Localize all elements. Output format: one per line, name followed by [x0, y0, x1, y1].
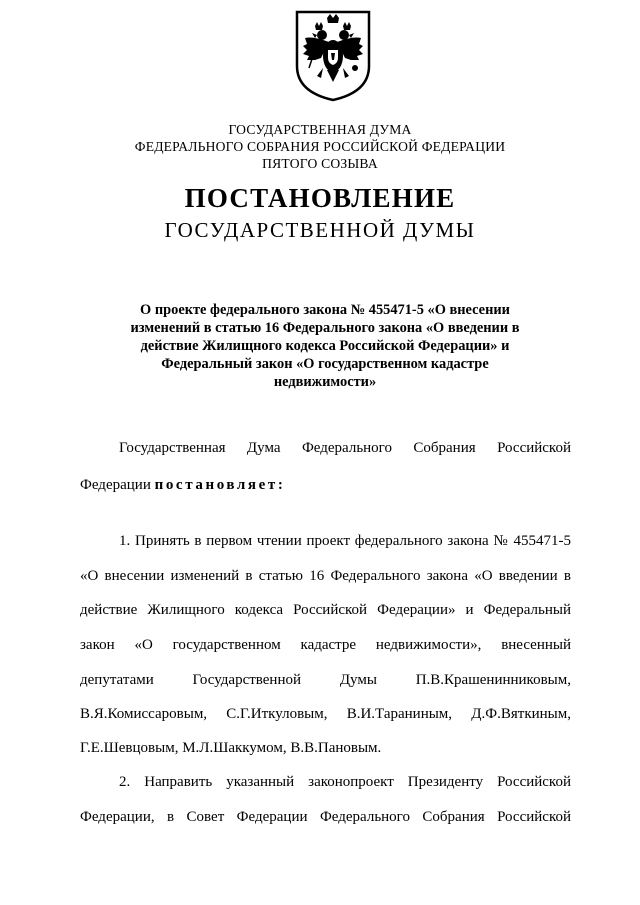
coat-of-arms-icon [293, 8, 373, 104]
paragraph-1-line: закон «О государственном кадастре недвижимости», внесенный [80, 637, 571, 653]
subject-line: О проекте федерального закона № 455471-5 «О внесении [140, 302, 510, 318]
paragraph-1-line: В.Я.Комиссаровым, С.Г.Иткуловым, В.И.Тараниным, Д.Ф.Вяткиным, [80, 706, 571, 722]
paragraph-1-line: 1. Принять в первом чтении проект федерального закона № 455471-5 [119, 533, 571, 549]
subject-line: Федеральный закон «О государственном кадастре [161, 356, 489, 372]
subject-line: недвижимости» [273, 374, 377, 390]
preamble-line: Государственная Дума Федерального Собрания Российской [119, 440, 571, 456]
document-title: ПОСТАНОВЛЕНИЕ [184, 183, 456, 213]
convocation-line: ПЯТОГО СОЗЫВА [262, 156, 378, 171]
preamble-decision [80, 477, 571, 494]
subject-line: действие Жилищного кодекса Российской Федерации» и [140, 338, 510, 354]
paragraph-1-line: Г.Е.Шевцовым, М.Л.Шаккумом, В.В.Пановым. [80, 740, 382, 756]
decision-word: постановляет: [154, 477, 286, 493]
org-name-line1: ГОСУДАРСТВЕННАЯ ДУМА [228, 122, 412, 137]
paragraph-2-line: Федерации, в Совет Федерации Федерального Собрания Российской [80, 809, 571, 825]
paragraph-2-line: 2. Направить указанный законопроект Президенту Российской [119, 774, 571, 790]
document-subtitle: ГОСУДАРСТВЕННОЙ ДУМЫ [164, 218, 476, 242]
paragraph-1-line: действие Жилищного кодекса Российской Федерации» и Федеральный [80, 602, 571, 618]
preamble-decision-start: Федерации [80, 477, 155, 493]
subject-line: изменений в статью 16 Федерального закона «О введении в [130, 320, 520, 336]
paragraph-1-line: депутатами Государственной Думы П.В.Крашенинниковым, [80, 672, 571, 688]
paragraph-1-line: «О внесении изменений в статью 16 Федерального закона «О введении в [80, 568, 571, 584]
org-name-line2: ФЕДЕРАЛЬНОГО СОБРАНИЯ РОССИЙСКОЙ ФЕДЕРАЦИИ [134, 139, 506, 154]
